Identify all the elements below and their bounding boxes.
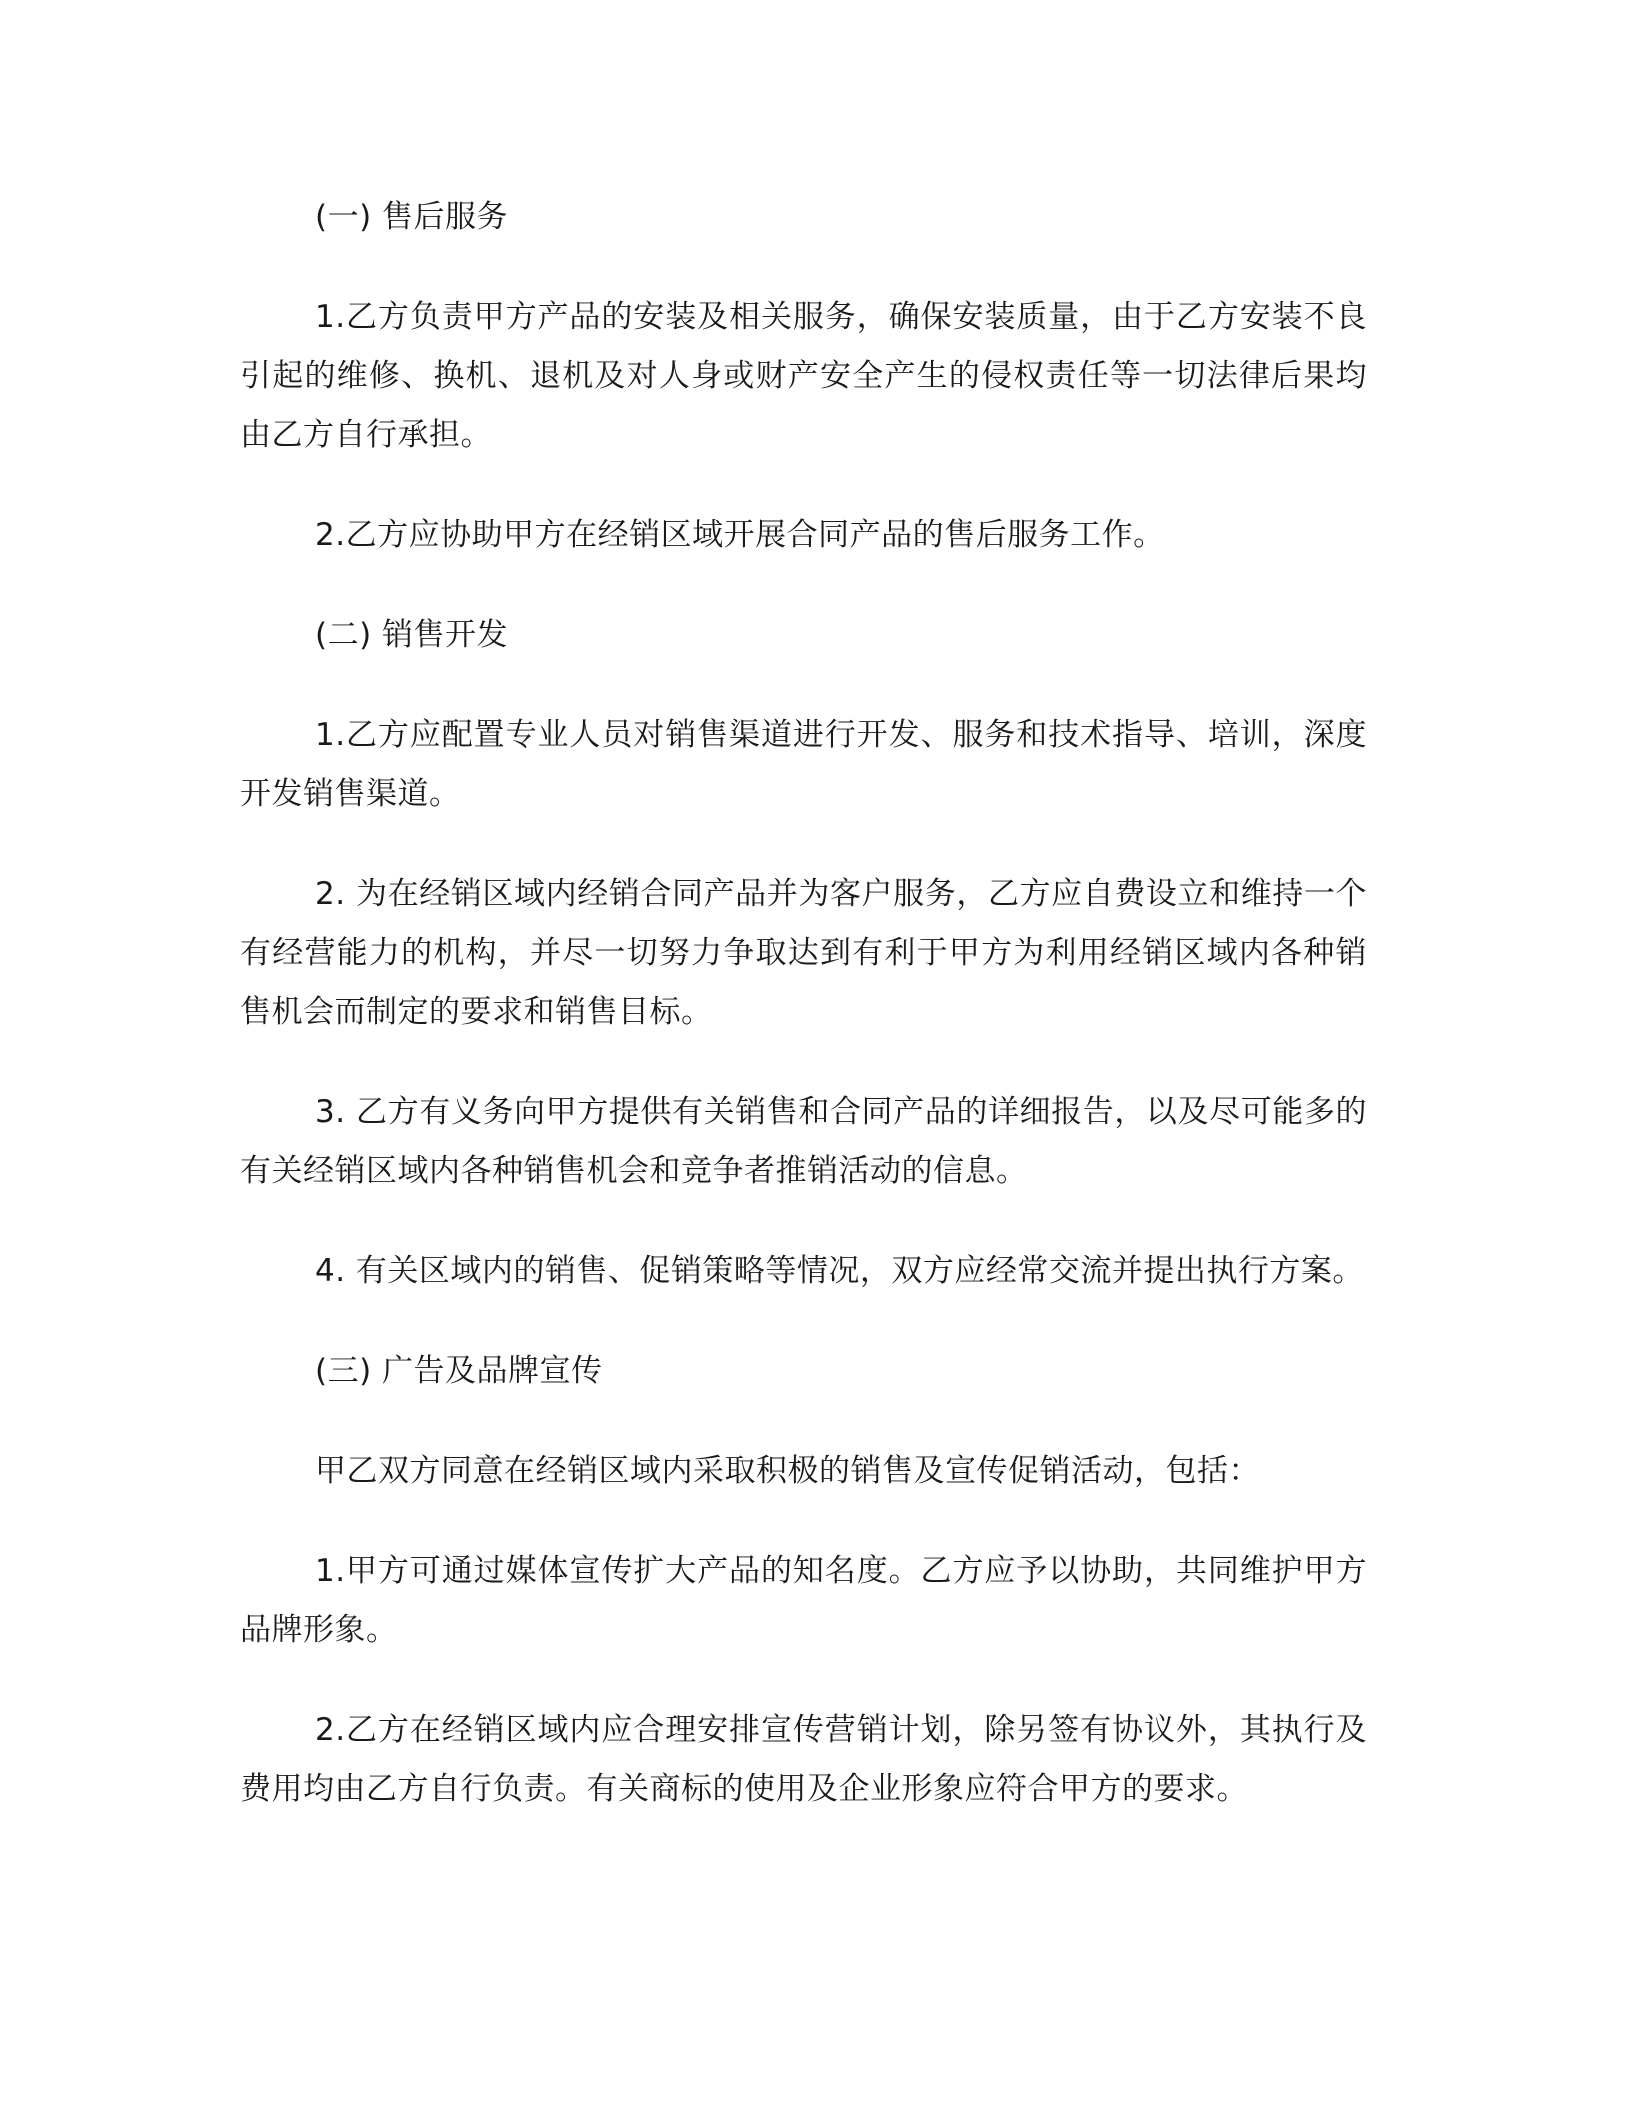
paragraph: 1.甲方可通过媒体宣传扩大产品的知名度。乙方应予以协助，共同维护甲方品牌形象。 [240,1553,1367,1648]
paragraph: 2.乙方在经销区域内应合理安排宣传营销计划，除另签有协议外，其执行及费用均由乙方自行负责。有关商标的使用及企业形象应符合甲方的要求。 [240,1712,1367,1807]
paragraph: 3. 乙方有义务向甲方提供有关销售和合同产品的详细报告，以及尽可能多的有关经销区域内各种销售机会和竞争者推销活动的信息。 [240,1094,1367,1189]
document-body [240,188,1367,1860]
paragraph: 1.乙方负责甲方产品的安装及相关服务，确保安装质量，由于乙方安装不良引起的维修、换机、退机及对人身或财产安全产生的侵权责任等一切法律后果均由乙方自行承担。 [240,299,1367,453]
paragraph: 2.乙方应协助甲方在经销区域开展合同产品的售后服务工作。 [315,517,1165,553]
paragraph: 4. 有关区域内的销售、促销策略等情况，双方应经常交流并提出执行方案。 [315,1253,1364,1289]
section-heading-after-sales: (一) 售后服务 [315,199,509,235]
section-heading-advertising: (三) 广告及品牌宣传 [315,1353,603,1389]
paragraph: 甲乙双方同意在经销区域内采取积极的销售及宣传促销活动，包括： [315,1453,1260,1489]
section-heading-sales-development: (二) 销售开发 [315,617,509,653]
paragraph: 2. 为在经销区域内经销合同产品并为客户服务，乙方应自费设立和维持一个有经营能力的机构，并尽一切努力争取达到有利于甲方为利用经销区域内各种销售机会而制定的要求和销售目标。 [240,876,1367,1030]
paragraph: 1.乙方应配置专业人员对销售渠道进行开发、服务和技术指导、培训，深度开发销售渠道。 [240,717,1367,812]
